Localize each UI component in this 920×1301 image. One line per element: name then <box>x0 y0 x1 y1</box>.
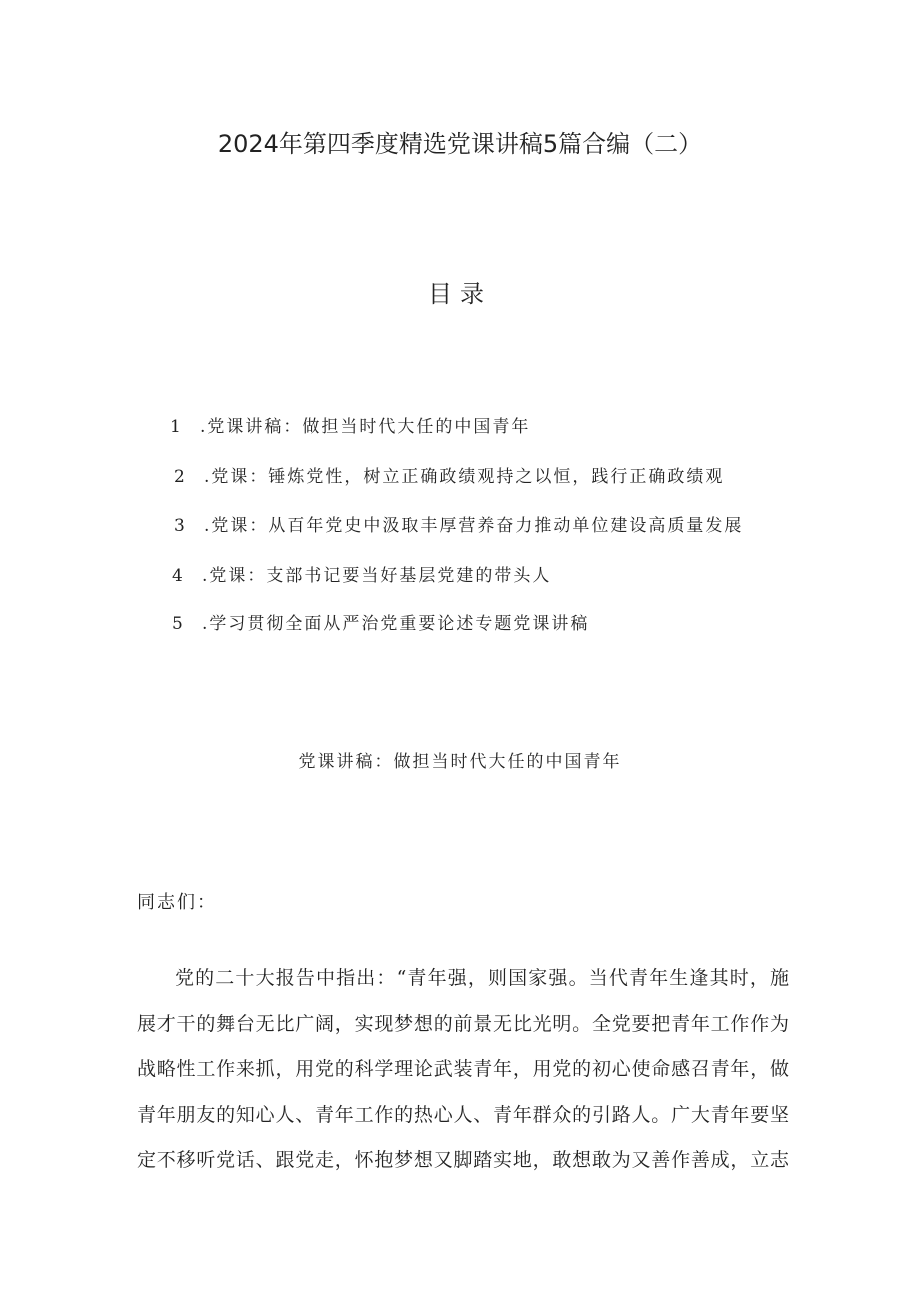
toc-item-4[interactable] <box>172 561 551 586</box>
document-title: 2024年第四季度精选党课讲稿5篇合编（二） <box>217 130 703 158</box>
toc-item-2[interactable] <box>174 462 724 487</box>
body-line: 定不移听党话、跟党走，怀抱梦想又脚踏实地，敢想敢为又善作善成，立志 <box>137 1149 789 1172</box>
toc-text: .党课：从百年党史中汲取丰厚营养奋力推动单位建设高质量发展 <box>204 516 744 536</box>
toc-number: 1 <box>170 417 183 437</box>
toc-text: .党课：支部书记要当好基层党建的带头人 <box>202 566 552 586</box>
toc-text: .党课讲稿：做担当时代大任的中国青年 <box>200 417 531 437</box>
salutation: 同志们： <box>137 892 217 913</box>
toc-number: 3 <box>174 516 187 536</box>
body-line: 战略性工作来抓，用党的科学理论武装青年，用党的初心使命感召青年，做 <box>137 1058 789 1081</box>
section-title: 党课讲稿：做担当时代大任的中国青年 <box>298 752 622 772</box>
body-line: 展才干的舞台无比广阔，实现梦想的前景无比光明。全党要把青年工作作为 <box>137 1012 789 1035</box>
toc-text: .学习贯彻全面从严治党重要论述专题党课讲稿 <box>202 614 590 634</box>
toc-heading: 目录 <box>428 280 492 308</box>
toc-number: 4 <box>172 566 185 586</box>
body-paragraph <box>137 956 789 1184</box>
body-line: 青年朋友的知心人、青年工作的热心人、青年群众的引路人。广大青年要坚 <box>137 1103 789 1126</box>
toc-item-5[interactable] <box>172 609 589 634</box>
toc-text: .党课：锤炼党性，树立正确政绩观持之以恒，践行正确政绩观 <box>204 467 725 487</box>
toc-item-3[interactable] <box>174 511 743 536</box>
toc-number: 5 <box>172 614 185 634</box>
body-line: 党的二十大报告中指出：“青年强，则国家强。当代青年生逢其时，施 <box>175 967 789 989</box>
toc-item-1[interactable] <box>170 412 530 437</box>
toc-number: 2 <box>174 467 187 487</box>
